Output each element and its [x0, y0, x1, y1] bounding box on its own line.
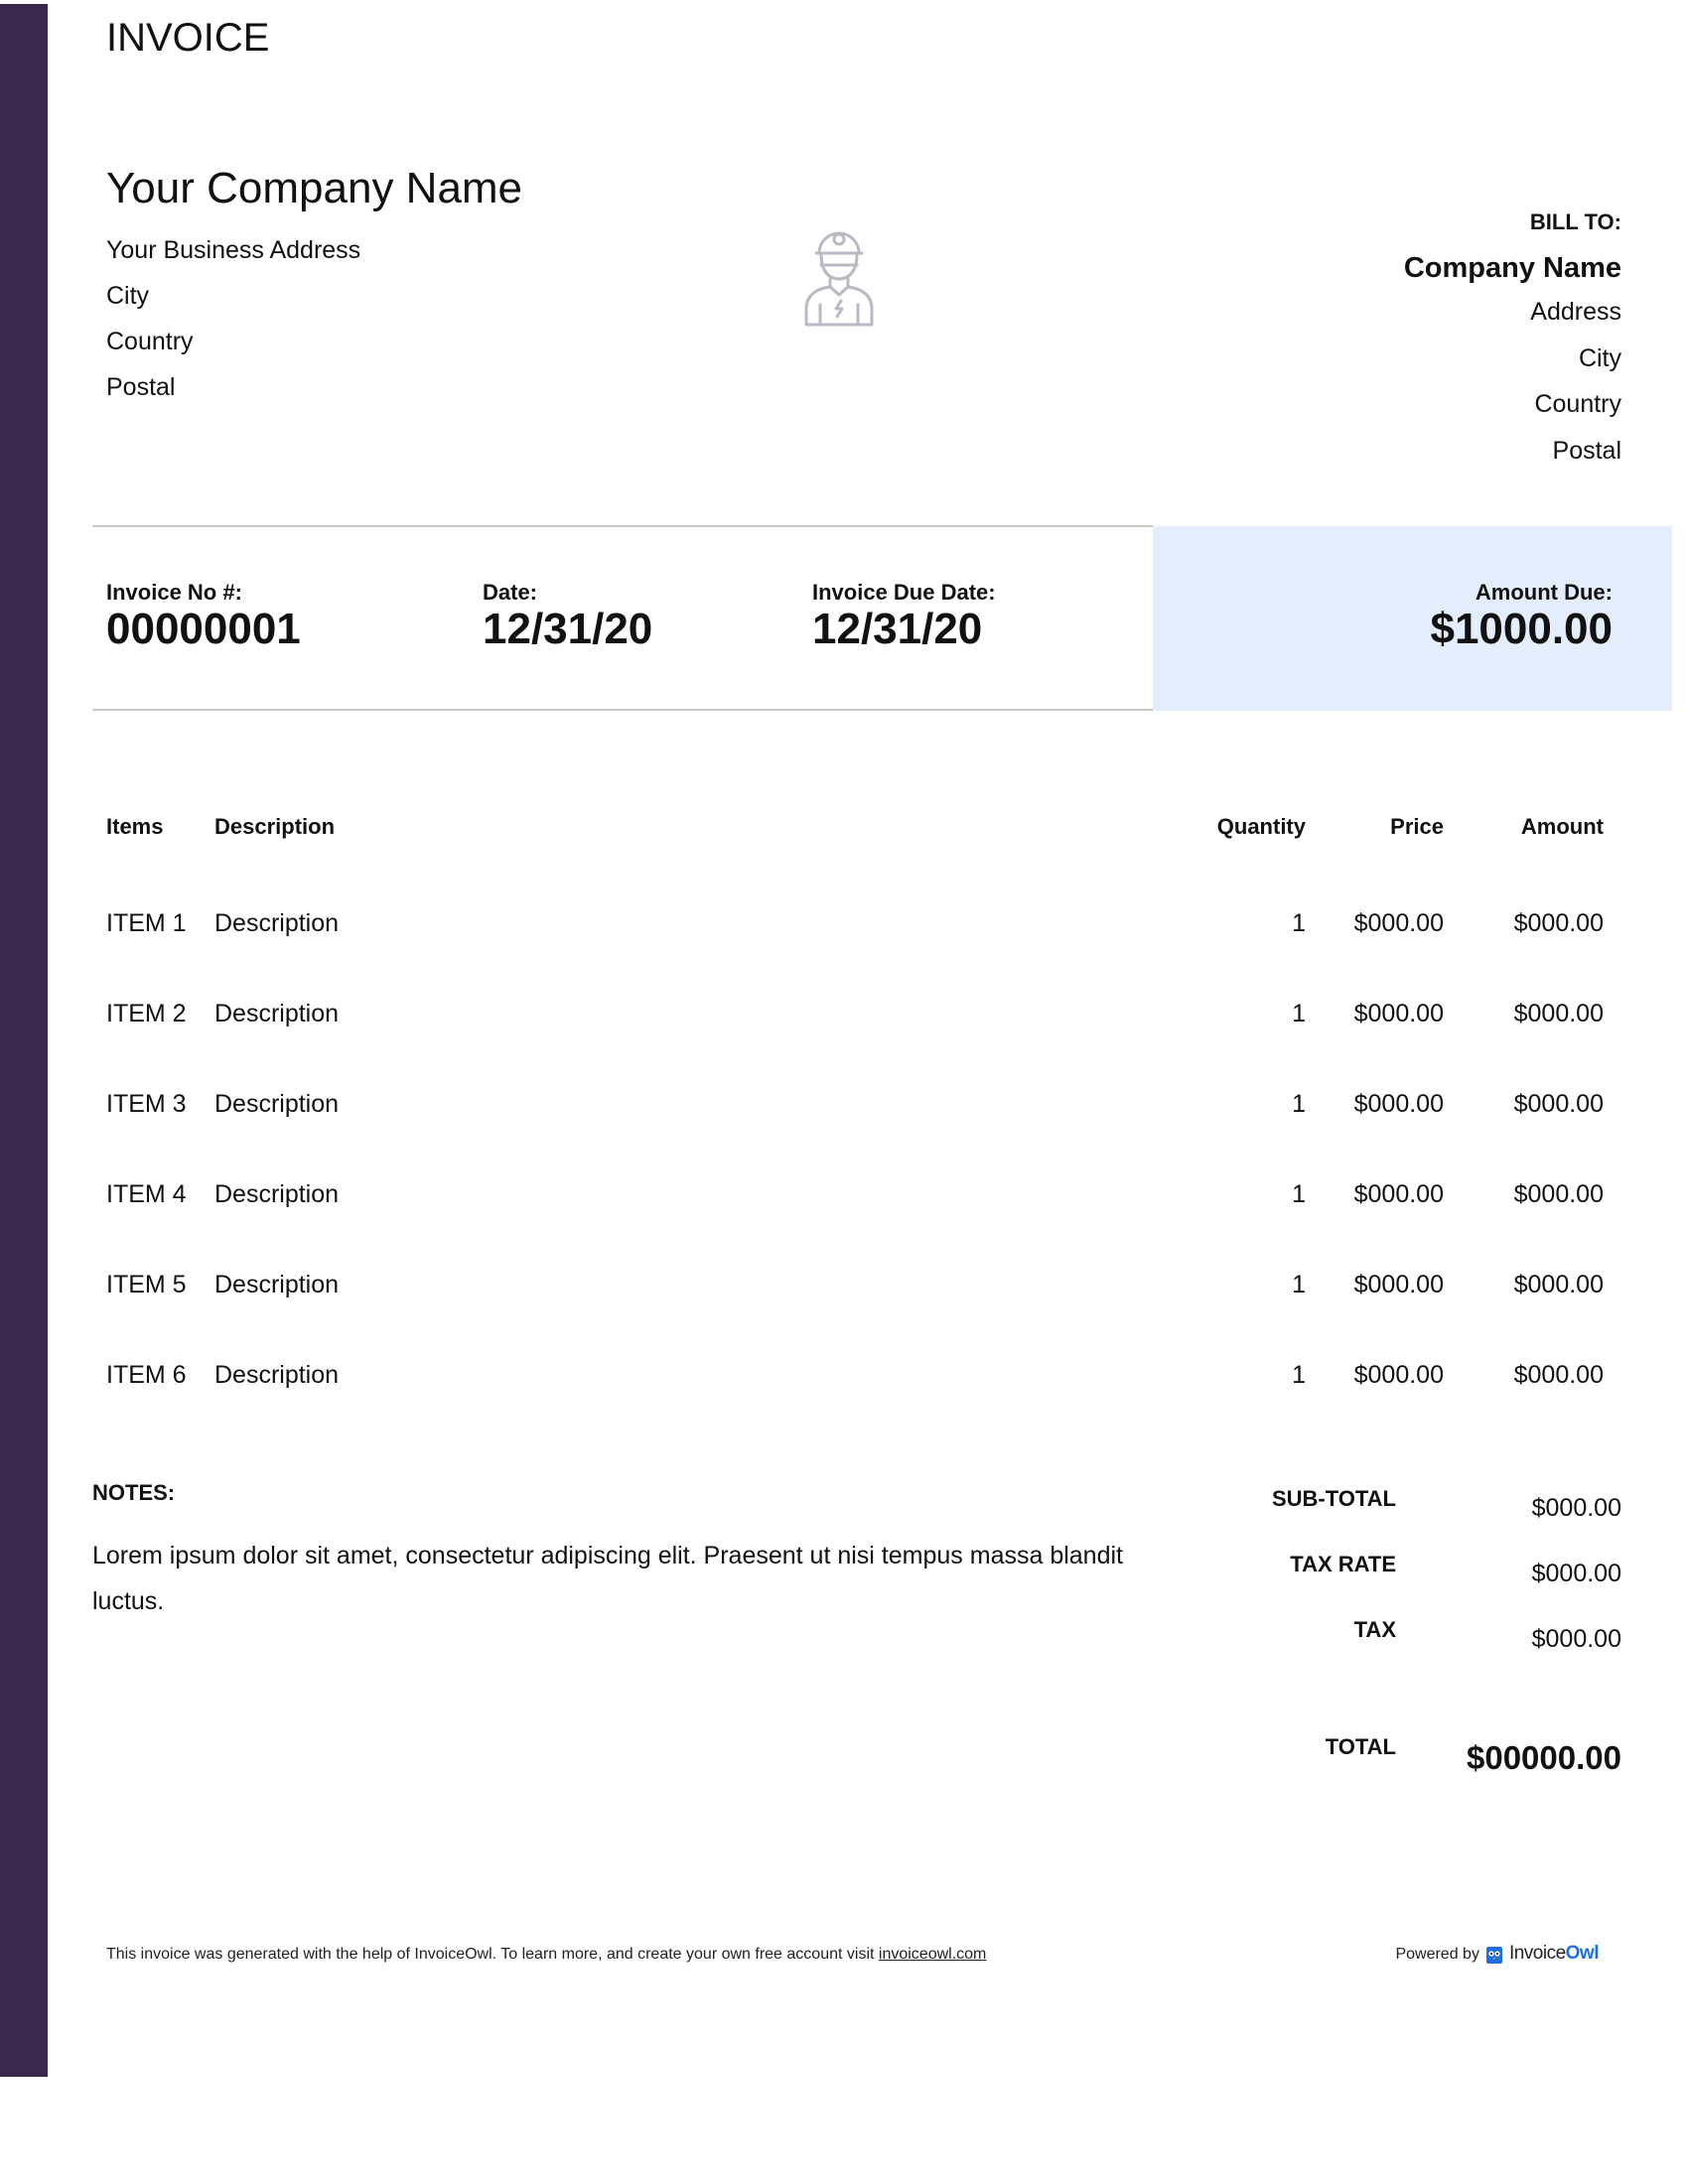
- amount-due-label: Amount Due:: [1475, 580, 1613, 605]
- row-quantity: 1: [1292, 1180, 1306, 1208]
- row-amount: $000.00: [1513, 909, 1604, 937]
- row-description: Description: [214, 1180, 340, 1208]
- row-quantity: 1: [1292, 909, 1306, 937]
- row-price: $000.00: [1353, 1361, 1444, 1389]
- bill-to-country: Country: [1534, 390, 1621, 418]
- footer-text: This invoice was generated with the help of InvoiceOwl. To learn more, and create your own free account visit: [106, 1946, 875, 1963]
- document-title: INVOICE: [106, 16, 270, 60]
- row-item: ITEM 3: [106, 1090, 187, 1118]
- sender-company-name: Your Company Name: [106, 164, 523, 212]
- invoiceowl-logo-icon: [1485, 1945, 1503, 1965]
- meta-divider-top: [92, 525, 1153, 527]
- row-quantity: 1: [1292, 1271, 1306, 1298]
- invoiceowl-link[interactable]: invoiceowl.com: [878, 1946, 987, 1963]
- row-item: ITEM 6: [106, 1361, 187, 1389]
- invoice-date-label: Date:: [483, 580, 538, 605]
- subtotal-label: SUB-TOTAL: [1271, 1486, 1396, 1511]
- column-header-price: Price: [1390, 814, 1444, 839]
- row-description: Description: [214, 909, 340, 937]
- powered-by-badge[interactable]: [1395, 1942, 1599, 1967]
- row-amount: $000.00: [1513, 1271, 1604, 1298]
- meta-divider-bottom: [92, 709, 1153, 711]
- sender-postal: Postal: [106, 373, 176, 401]
- sidebar-accent-bar: [0, 4, 48, 2077]
- row-price: $000.00: [1353, 1090, 1444, 1118]
- row-price: $000.00: [1353, 1000, 1444, 1027]
- row-amount: $000.00: [1513, 1000, 1604, 1027]
- row-quantity: 1: [1292, 1361, 1306, 1389]
- row-item: ITEM 5: [106, 1271, 187, 1298]
- row-price: $000.00: [1353, 909, 1444, 937]
- bill-to-company-name: Company Name: [1403, 252, 1621, 284]
- due-date-label: Invoice Due Date:: [812, 580, 996, 605]
- brand-owl-text: Owl: [1565, 1943, 1599, 1964]
- due-date: 12/31/20: [812, 605, 983, 653]
- tax-rate-label: TAX RATE: [1290, 1552, 1396, 1576]
- row-amount: $000.00: [1513, 1090, 1604, 1118]
- column-header-description: Description: [214, 814, 336, 839]
- row-amount: $000.00: [1513, 1180, 1604, 1208]
- row-price: $000.00: [1353, 1180, 1444, 1208]
- powered-by-label: Powered by: [1395, 1945, 1479, 1963]
- engineer-worker-icon: [794, 213, 884, 333]
- row-description: Description: [214, 1000, 340, 1027]
- tax-value: $000.00: [1531, 1625, 1621, 1653]
- row-quantity: 1: [1292, 1000, 1306, 1027]
- row-description: Description: [214, 1271, 340, 1298]
- notes-text: Lorem ipsum dolor sit amet, consectetur adipiscing elit. Praesent ut nisi tempus massa blandit luctus.: [92, 1542, 1123, 1615]
- invoice-number-label: Invoice No #:: [106, 580, 242, 605]
- row-description: Description: [214, 1090, 340, 1118]
- sender-country: Country: [106, 328, 194, 355]
- bill-to-label: BILL TO:: [1529, 209, 1621, 234]
- notes-label: NOTES:: [92, 1480, 176, 1505]
- row-quantity: 1: [1292, 1090, 1306, 1118]
- brand-invoice-text: Invoice: [1508, 1943, 1566, 1964]
- sender-address-line: Your Business Address: [106, 236, 361, 264]
- tax-label: TAX: [1353, 1617, 1396, 1642]
- row-amount: $000.00: [1513, 1361, 1604, 1389]
- column-header-amount: Amount: [1520, 814, 1604, 839]
- amount-due-value: $1000.00: [1430, 605, 1613, 653]
- row-item: ITEM 4: [106, 1180, 187, 1208]
- bill-to-city: City: [1578, 343, 1621, 372]
- column-header-quantity: Quantity: [1216, 814, 1306, 839]
- subtotal-value: $000.00: [1531, 1494, 1621, 1522]
- row-item: ITEM 1: [106, 909, 187, 937]
- row-price: $000.00: [1353, 1271, 1444, 1298]
- invoice-date: 12/31/20: [483, 605, 653, 653]
- column-header-items: Items: [106, 814, 164, 839]
- total-value: $00000.00: [1467, 1739, 1621, 1776]
- row-item: ITEM 2: [106, 1000, 187, 1027]
- invoice-number: 00000001: [106, 605, 301, 653]
- row-description: Description: [214, 1361, 340, 1389]
- brand-wordmark: [1509, 1942, 1599, 1967]
- total-label: TOTAL: [1325, 1734, 1396, 1759]
- footer-note: [106, 1944, 986, 1966]
- bill-to-block: [1404, 208, 1621, 480]
- bill-to-address: Address: [1530, 298, 1621, 326]
- sender-city: City: [106, 282, 150, 310]
- bill-to-postal: Postal: [1552, 436, 1621, 465]
- tax-rate-value: $000.00: [1531, 1560, 1621, 1587]
